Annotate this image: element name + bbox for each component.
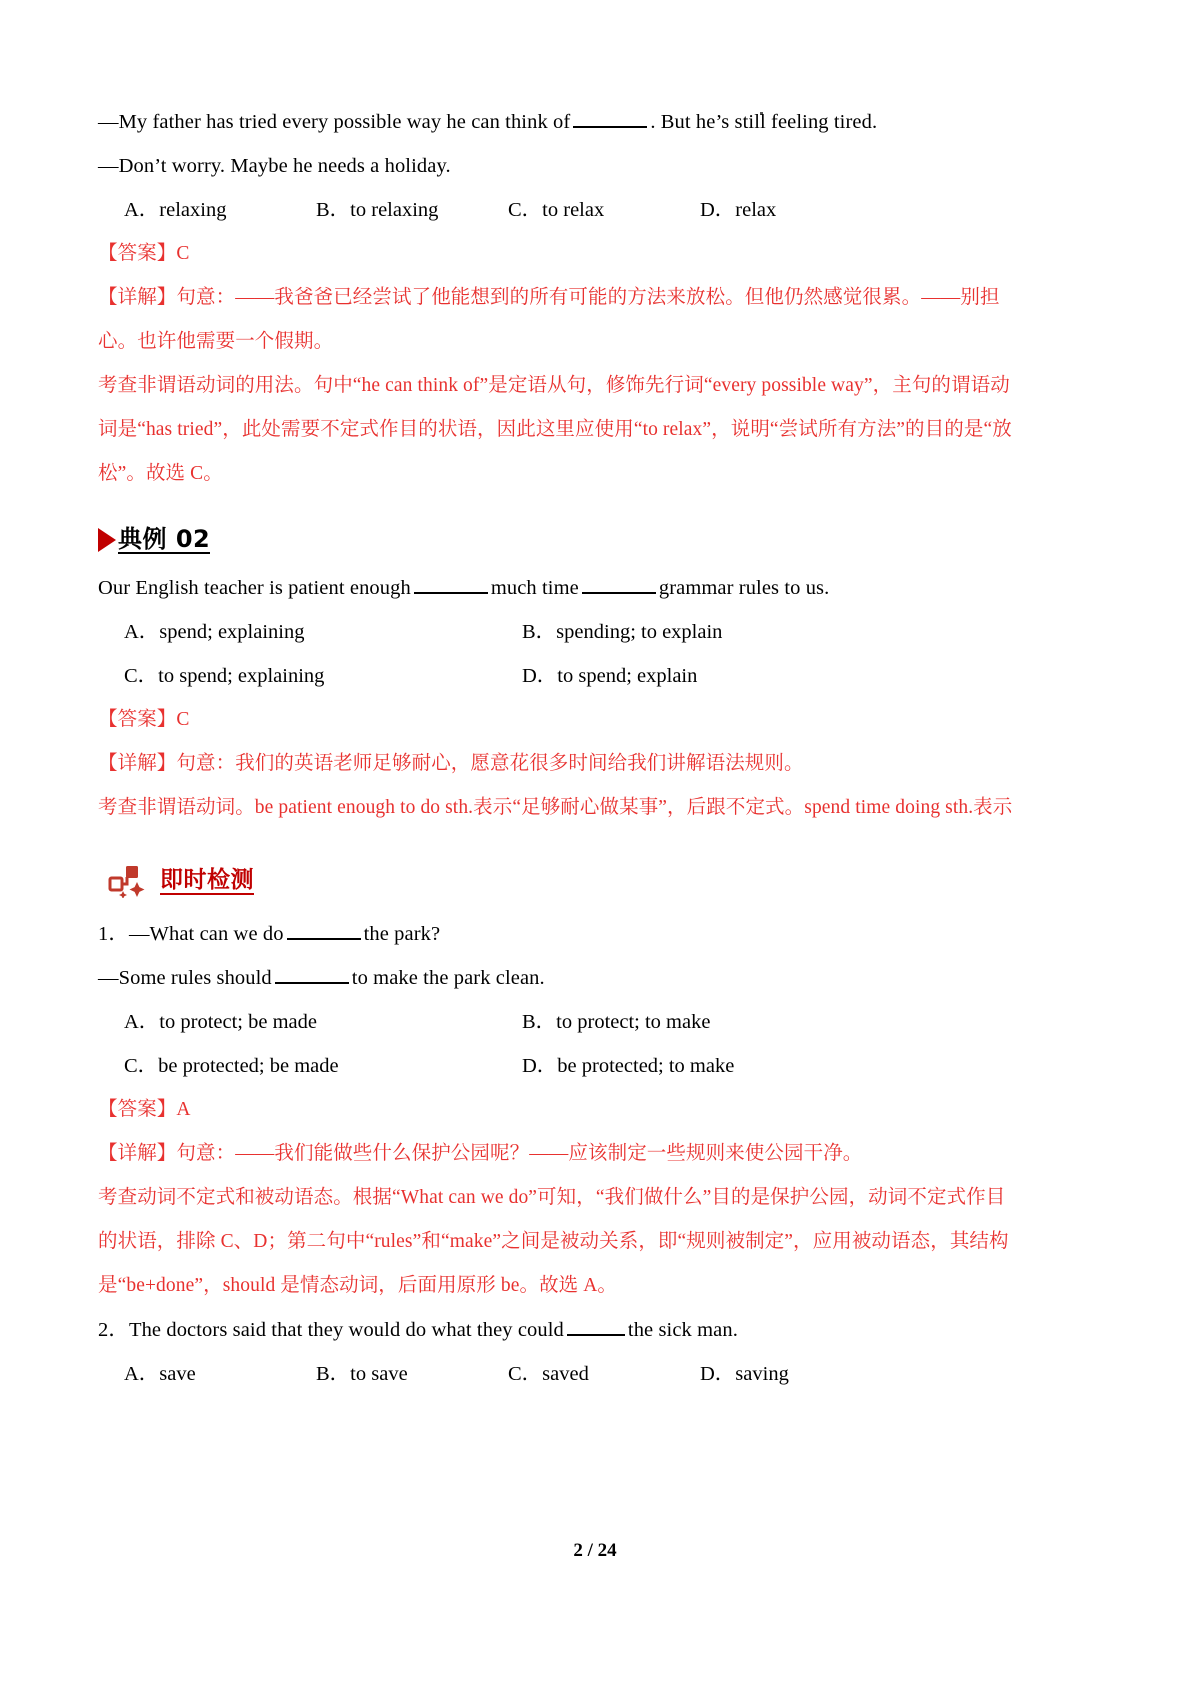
example1-stem-line1 [98, 100, 1028, 144]
example1-explain-line-3: 考查非谓语动词的用法。句中“he can think of”是定语从句，修饰先行词“every possible way”，主句的谓语动 [98, 375, 1010, 396]
example2-answer [98, 698, 1028, 742]
example1-answer-value: C [176, 243, 190, 264]
practice-q1-option-d[interactable]: D．be protected; to make [522, 1055, 735, 1077]
example2-explain-line-1: 【详解】句意：我们的英语老师足够耐心，愿意花很多时间给我们讲解语法规则。 [98, 753, 804, 774]
example1-explain-line-1: 【详解】句意：——我爸爸已经尝试了他能想到的所有可能的方法来放松。但他仍然感觉很累。——别担 [98, 287, 1000, 308]
example2-stem-part2: much time [490, 577, 579, 599]
fill-blank [567, 1315, 625, 1336]
example1-explain-line-2: 心。也许他需要一个假期。 [98, 331, 334, 352]
practice-q1-answer [98, 1088, 1028, 1132]
fill-blank [275, 963, 349, 984]
example2-option-b[interactable]: B．spending; to explain [522, 621, 723, 643]
example2-answer-value: C [176, 709, 190, 730]
practice-heading-label: 即时检测 [160, 867, 254, 895]
example2-stem-part3: grammar rules to us. [658, 577, 830, 599]
example1-option-c[interactable]: C．to relax [508, 199, 605, 221]
example1-explain-line-4: 词是“has tried”，此处需要不定式作目的状语，因此这里应使用“to relax”，说明“尝试所有方法”的目的是“放 [98, 419, 1012, 440]
example1-stem-line2: —Don’t worry. Maybe he needs a holiday. [98, 155, 451, 177]
practice-q1-option-a[interactable]: A．to protect; be made [124, 1011, 317, 1033]
example1-options [98, 188, 1028, 232]
practice-q2-option-b[interactable]: B．to save [316, 1363, 408, 1385]
example2-option-d[interactable]: D．to spend; explain [522, 665, 698, 687]
practice-q2-number: 2． [98, 1319, 129, 1341]
example2-stem [98, 566, 1028, 610]
practice-q1-stem-line2 [98, 956, 1028, 1000]
example2-options-row1 [98, 610, 1028, 654]
fill-blank [573, 107, 647, 128]
practice-q1-stem-part1: —What can we do [128, 923, 284, 945]
example2-options-row2 [98, 654, 1028, 698]
example2-stem-part1: Our English teacher is patient enough [98, 577, 411, 599]
page-footer: 2 / 24 [573, 1540, 617, 1561]
triangle-marker-icon [98, 528, 116, 552]
practice-q1-explain-line-2: 考查动词不定式和被动语态。根据“What can we do”可知，“我们做什么”目的是保护公园，动词不定式作目 [98, 1187, 1006, 1208]
practice-q1-option-c[interactable]: C．be protected; be made [124, 1055, 339, 1077]
example2-option-c[interactable]: C．to spend; explaining [124, 665, 325, 687]
fill-blank [414, 573, 488, 594]
example1-answer-label: 【答案】 [98, 243, 177, 264]
practice-q1-explain-line-3: 的状语，排除 C、D；第二句中“rules”和“make”之间是被动关系，即“规则被制定”，应用被动语态，其结构 [98, 1231, 1009, 1252]
page-content [98, 100, 1028, 1396]
practice-q1-stem-line1 [98, 912, 1028, 956]
example1-answer [98, 232, 1028, 276]
example1-option-d[interactable]: D．relax [700, 199, 777, 221]
practice-q2-option-a[interactable]: A．save [124, 1363, 196, 1385]
example1-explain-line-5: 松”。故选 C。 [98, 463, 223, 484]
practice-heading [98, 860, 1028, 902]
example2-explain-line-2: 考查非谓语动词。be patient enough to do sth.表示“足够耐心做某事”，后跟不定式。spend time doing sth.表示 [98, 797, 1013, 818]
example1-stem-line1-part2: . But he’s still feeling tired. [650, 111, 878, 133]
example1-stem-line1-part1: —My father has tried every possible way he can think of [98, 111, 571, 133]
practice-q1-stem-part4: to make the park clean. [351, 967, 545, 989]
practice-q2-stem [98, 1308, 1028, 1352]
practice-q1-answer-label: 【答案】 [98, 1099, 177, 1120]
practice-q2-option-d[interactable]: D．saving [700, 1363, 789, 1385]
practice-q1-options-row1 [98, 1000, 1028, 1044]
example1-option-b[interactable]: B．to relaxing [316, 199, 439, 221]
practice-q2-stem-part2: the sick man. [627, 1319, 738, 1341]
example2-heading [98, 520, 1028, 560]
practice-q1-options-row2 [98, 1044, 1028, 1088]
practice-q1-stem-part2: the park? [363, 923, 441, 945]
practice-q1-explain-line-1: 【详解】句意：——我们能做些什么保护公园呢？——应该制定一些规则来使公园干净。 [98, 1143, 863, 1164]
fill-blank [287, 919, 361, 940]
practice-q1-answer-value: A [176, 1099, 191, 1120]
practice-q2-option-c[interactable]: C．saved [508, 1363, 589, 1385]
example2-option-a[interactable]: A．spend; explaining [124, 621, 305, 643]
practice-q2-options [98, 1352, 1028, 1396]
practice-q1-number: 1． [98, 923, 129, 945]
example2-answer-label: 【答案】 [98, 709, 177, 730]
practice-q1-option-b[interactable]: B．to protect; to make [522, 1011, 711, 1033]
example2-heading-label: 典例 02 [118, 524, 211, 553]
practice-q2-stem-part1: The doctors said that they would do what they could [128, 1319, 564, 1341]
practice-q1-stem-part3: —Some rules should [98, 967, 272, 989]
example1-option-a[interactable]: A．relaxing [124, 199, 227, 221]
fill-blank [582, 573, 656, 594]
sparkle-squares-icon [108, 864, 152, 898]
practice-q1-explain-line-4: 是“be+done”，should 是情态动词，后面用原形 be。故选 A。 [98, 1275, 618, 1296]
